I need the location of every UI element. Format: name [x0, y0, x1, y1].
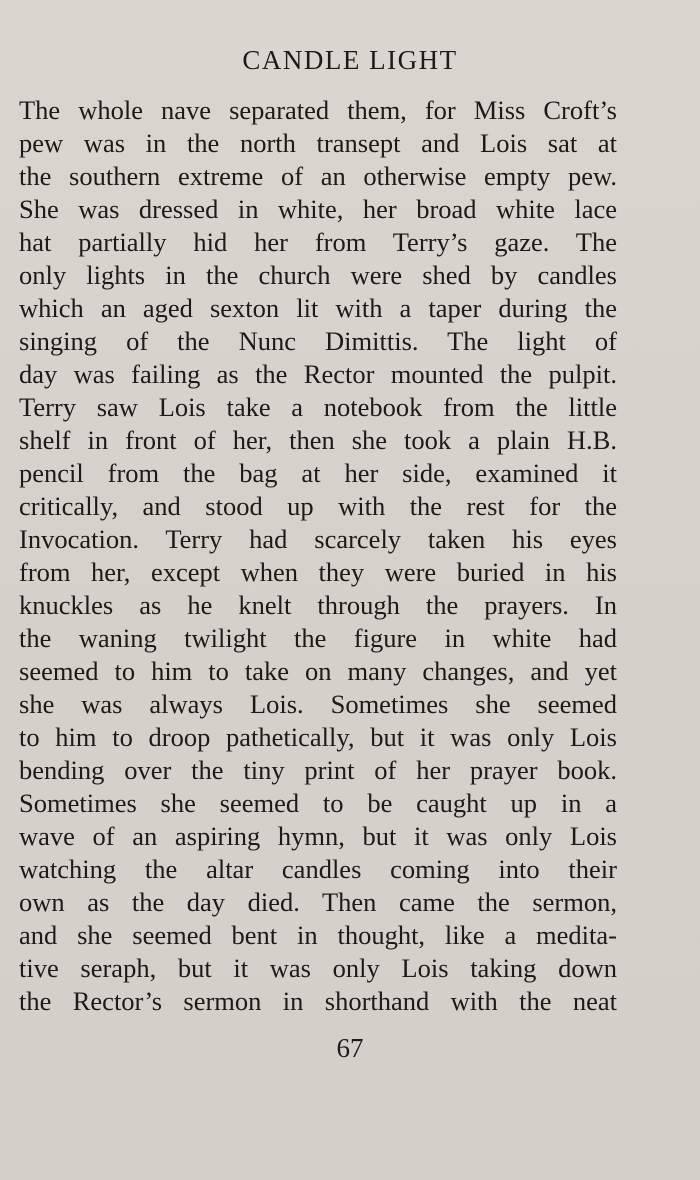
text-line: from her, except when they were buried in his	[19, 557, 617, 587]
text-line: day was failing as the Rector mounted the pulpit.	[19, 359, 617, 389]
text-line: bending over the tiny print of her prayer book.	[19, 755, 617, 785]
text-line: to him to droop pathetically, but it was only Lois	[19, 722, 617, 752]
text-line: watching the altar candles coming into their	[19, 854, 617, 884]
text-line: Invocation. Terry had scarcely taken his eyes	[19, 524, 617, 554]
body-text	[19, 94, 617, 1018]
text-line: pew was in the north transept and Lois sat at	[19, 128, 617, 158]
text-line: critically, and stood up with the rest for the	[19, 491, 617, 521]
text-line: the southern extreme of an otherwise empty pew.	[19, 161, 617, 191]
text-line: She was dressed in white, her broad white lace	[19, 194, 617, 224]
text-line: knuckles as he knelt through the prayers. In	[19, 590, 617, 620]
text-line: pencil from the bag at her side, examined it	[19, 458, 617, 488]
text-line: singing of the Nunc Dimittis. The light of	[19, 326, 617, 356]
text-line: The whole nave separated them, for Miss Croft’s	[19, 95, 617, 125]
text-line: she was always Lois. Sometimes she seemed	[19, 689, 617, 719]
text-line: own as the day died. Then came the sermon,	[19, 887, 617, 917]
text-line: shelf in front of her, then she took a plain H.B.	[19, 425, 617, 455]
text-line: hat partially hid her from Terry’s gaze. The	[19, 227, 617, 257]
text-line: the waning twilight the figure in white had	[19, 623, 617, 653]
text-line: only lights in the church were shed by candles	[19, 260, 617, 290]
text-line: wave of an aspiring hymn, but it was only Lois	[19, 821, 617, 851]
text-line: seemed to him to take on many changes, and yet	[19, 656, 617, 686]
text-line: tive seraph, but it was only Lois taking down	[19, 953, 617, 983]
text-line: Terry saw Lois take a notebook from the little	[19, 392, 617, 422]
text-line: the Rector’s sermon in shorthand with the neat	[19, 986, 617, 1016]
text-line: and she seemed bent in thought, like a medita-	[19, 920, 617, 950]
text-line: Sometimes she seemed to be caught up in a	[19, 788, 617, 818]
page-number: 67	[336, 1033, 364, 1063]
text-line: which an aged sexton lit with a taper during the	[19, 293, 617, 323]
running-head: CANDLE LIGHT	[242, 45, 458, 75]
